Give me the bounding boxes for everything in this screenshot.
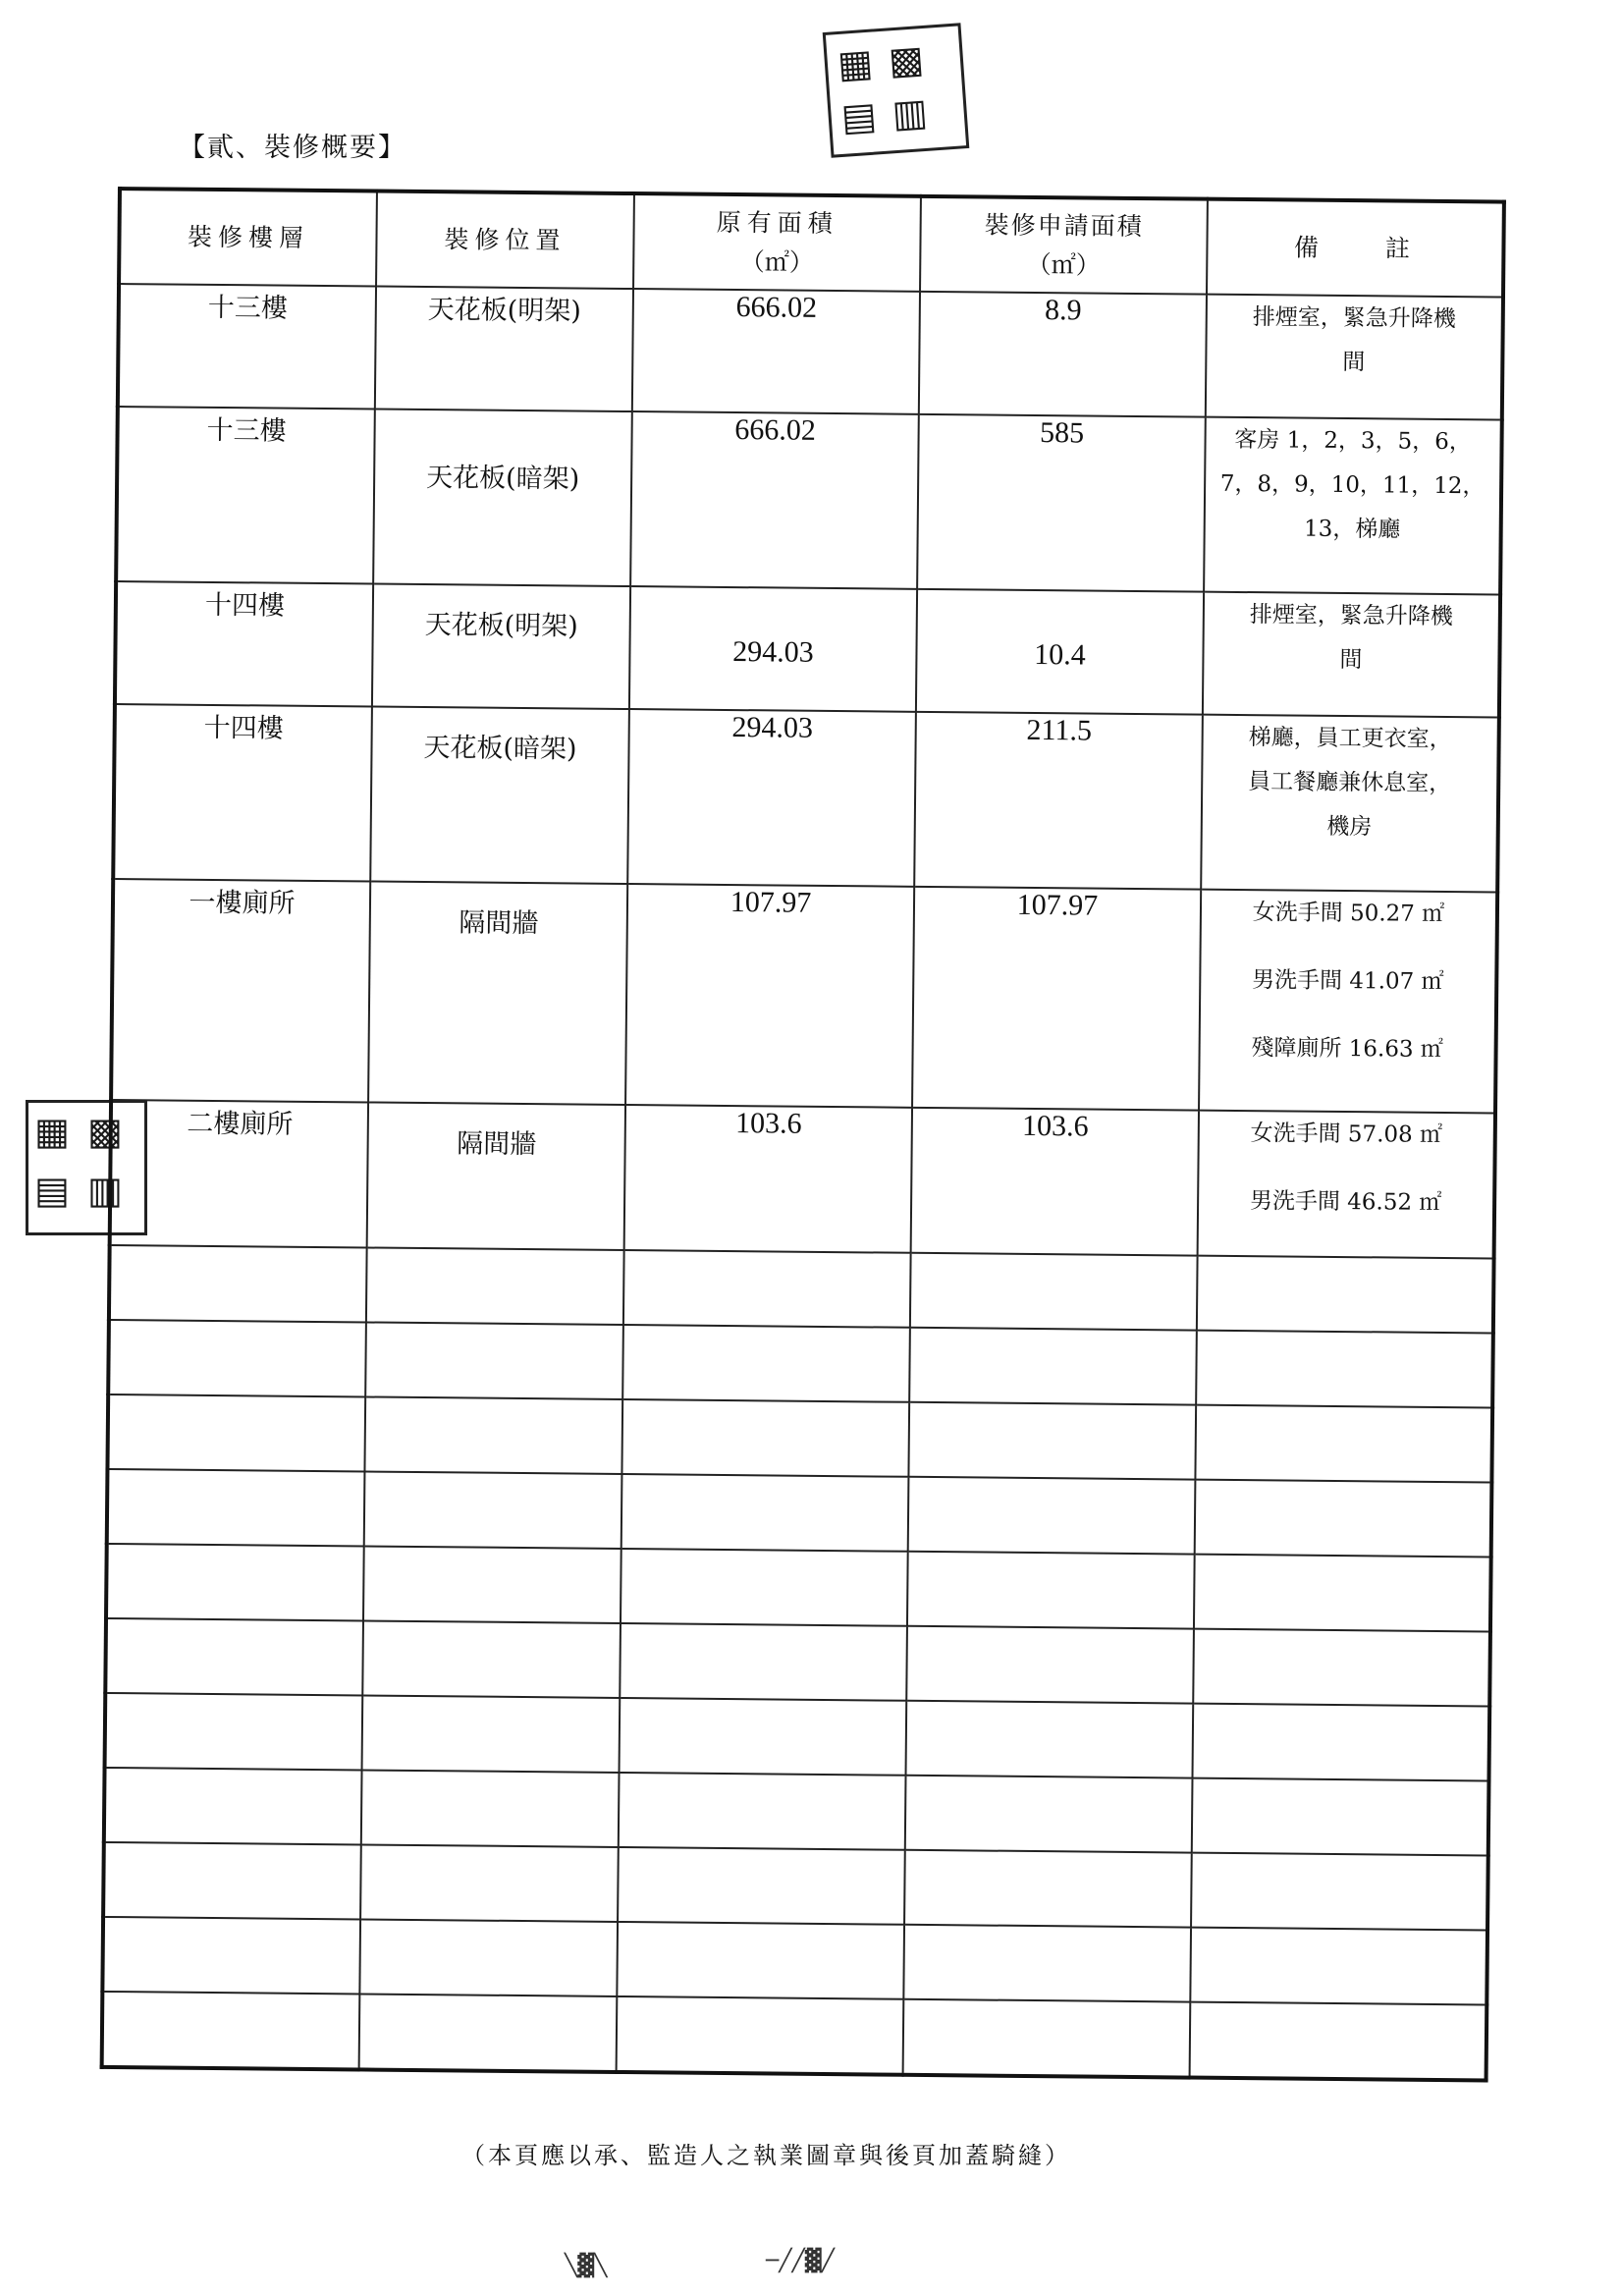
header-position: 裝修位置 [376, 191, 634, 290]
renovation-table-wrapper [100, 187, 1506, 2082]
cell-position: 隔間牆 [367, 1102, 625, 1250]
empty-row [105, 1693, 1490, 1781]
cell-floor: 二樓廁所 [110, 1100, 368, 1248]
header-requested-area-label: 裝修申請面積 [984, 210, 1144, 242]
header-original-area [633, 193, 921, 292]
header-floor: 裝修樓層 [119, 189, 377, 287]
cell-requested-area: 10.4 [916, 589, 1204, 715]
remark-line: 殘障廁所 16.63 ㎡ [1251, 1034, 1443, 1063]
empty-row [108, 1320, 1493, 1408]
cell-position: 天花板(暗架) [370, 707, 629, 885]
cell-floor: 一樓廁所 [111, 879, 370, 1103]
section-heading: 【貳、裝修概要】 [179, 133, 406, 163]
table-row [111, 879, 1497, 1114]
empty-row [105, 1618, 1490, 1707]
cell-requested-area: 8.9 [919, 292, 1207, 417]
cell-remarks [1198, 1111, 1495, 1259]
cell-remarks [1204, 417, 1502, 595]
cell-position: 隔間牆 [368, 882, 627, 1106]
cell-position: 天花板(明架) [375, 287, 633, 412]
header-original-area-unit: （㎡） [739, 247, 814, 277]
remark-line: 梯廳，員工更衣室， [1248, 725, 1452, 753]
cell-remarks [1203, 592, 1500, 718]
remark-line: 女洗手間 50.27 ㎡ [1252, 900, 1445, 928]
cell-requested-area: 107.97 [912, 887, 1201, 1111]
empty-row [102, 1917, 1487, 2005]
cell-remarks [1201, 715, 1499, 893]
cell-original-area: 294.03 [627, 709, 916, 887]
remark-line: 間 [1339, 646, 1363, 674]
table-header-row [119, 189, 1504, 298]
table-row [110, 1100, 1495, 1259]
cell-remarks [1206, 295, 1503, 420]
header-remarks: 備 註 [1207, 199, 1504, 298]
footer-note: （本頁應以承、監造人之執業圖章與後頁加蓋騎縫） [461, 2142, 1071, 2169]
cell-original-area: 294.03 [629, 586, 917, 712]
cell-floor: 十三樓 [118, 284, 376, 410]
cell-requested-area: 103.6 [911, 1108, 1199, 1256]
remark-line: 女洗手間 57.08 ㎡ [1250, 1121, 1443, 1148]
cell-remarks [1199, 890, 1497, 1114]
stamp-seal-left: ▦ ▩ ▤ ▥ [26, 1100, 147, 1235]
table-row [118, 284, 1503, 420]
remark-line: 排煙室，緊急升降機 [1249, 602, 1453, 630]
empty-row [102, 1992, 1487, 2081]
cell-original-area: 666.02 [630, 411, 919, 589]
remark-line: 機房 [1326, 813, 1373, 840]
empty-row [107, 1469, 1492, 1558]
header-requested-area-unit: （㎡） [1026, 249, 1101, 280]
remark-line: 13，梯廳 [1303, 516, 1401, 543]
remark-line: 男洗手間 41.07 ㎡ [1251, 966, 1444, 995]
cell-original-area: 107.97 [625, 884, 914, 1108]
stamp-seal-top: ▦ ▩ ▤ ▥ [823, 23, 970, 158]
empty-row [106, 1544, 1491, 1632]
remark-line: 排煙室，緊急升降機 [1252, 304, 1456, 333]
cell-floor: 十三樓 [116, 407, 375, 584]
table-row [113, 704, 1499, 893]
remark-line: 員工餐廳兼休息室， [1248, 768, 1452, 796]
empty-row [104, 1768, 1489, 1856]
cell-original-area: 103.6 [624, 1105, 912, 1253]
header-original-area-label: 原有面積 [716, 207, 838, 239]
scan-mark: ─╱╱▓╱ [766, 2249, 835, 2273]
header-requested-area [920, 196, 1208, 295]
table-row [116, 407, 1502, 595]
cell-floor: 十四樓 [115, 581, 373, 707]
empty-row [103, 1842, 1488, 1931]
cell-position: 天花板(明架) [372, 584, 630, 710]
remark-line: 男洗手間 46.52 ㎡ [1249, 1187, 1442, 1216]
table-row [115, 581, 1500, 718]
remark-line: 間 [1342, 349, 1366, 376]
scan-mark: ╲▓╲ [565, 2254, 608, 2278]
cell-original-area: 666.02 [632, 289, 920, 414]
remark-line: 客房 1，2，3，5，6， [1234, 426, 1472, 456]
cell-requested-area: 585 [917, 414, 1206, 592]
cell-requested-area: 211.5 [914, 712, 1203, 890]
renovation-summary-table [100, 187, 1506, 2082]
empty-row [107, 1394, 1492, 1483]
empty-row [109, 1245, 1494, 1334]
cell-position: 天花板(暗架) [373, 410, 632, 587]
remark-line: 7，8，9，10，11，12， [1219, 470, 1486, 500]
cell-floor: 十四樓 [113, 704, 372, 882]
